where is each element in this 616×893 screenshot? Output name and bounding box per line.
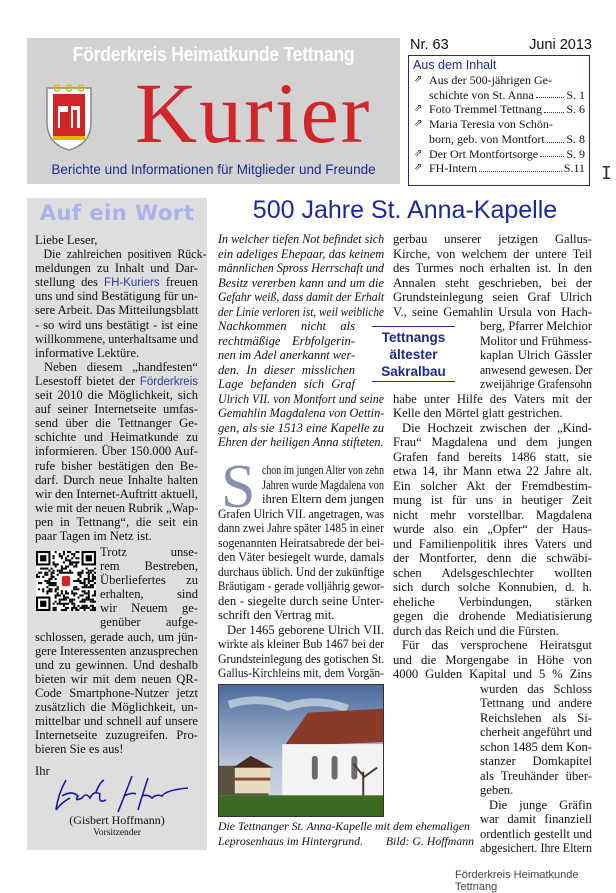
text-line: und die Morgengabe in Höhe von bbox=[393, 652, 592, 667]
text-line: wir Neuem ge- bbox=[100, 601, 198, 616]
text-line: ordentlich gestellt und bbox=[480, 826, 592, 841]
issue-date: Juni 2013 bbox=[529, 37, 592, 53]
toc-item[interactable] bbox=[413, 73, 585, 102]
text-line: stellung des FH-Kuriers freuen bbox=[35, 275, 198, 290]
chapel-photo bbox=[218, 684, 384, 817]
text-line: Ulrich VII. von Montfort und seine bbox=[218, 391, 384, 406]
text-line: und Familienpolitik ihres Vaters und bbox=[393, 536, 592, 551]
text-line: zweijährige Grafensohn bbox=[480, 377, 592, 391]
text-line: wurde also ein „Opfer“ der Haus- bbox=[393, 522, 592, 536]
text-line: wir den Internet-Auftritt aktuell, bbox=[35, 486, 198, 501]
text-line: informieren. Über 150.000 Auf- bbox=[35, 444, 198, 459]
text-line: den Väter besiegelt wurde, damals bbox=[218, 550, 384, 564]
text-line: Nachkommen nicht als bbox=[218, 319, 355, 333]
text-line: rem Bestreben, bbox=[100, 559, 198, 574]
arrow-icon: ⇗ bbox=[414, 74, 423, 85]
text-line: informative Lektüre. bbox=[35, 345, 140, 360]
text-line: bieren Sie es aus! bbox=[35, 742, 124, 757]
text-line: wirkte als kleiner Bub 1467 bei der bbox=[218, 637, 384, 651]
text-line: chon im jungen Alter von zehn bbox=[262, 463, 384, 477]
article-intro bbox=[218, 232, 384, 319]
text-line: seit 2010 die Möglichkeit, sich bbox=[35, 388, 198, 403]
text-line: Code Smartphone-Nutzer jetzt bbox=[35, 685, 198, 700]
text-line: eheliche Verbindungen, stärken bbox=[393, 594, 592, 609]
text-line: Lage befanden sich Graf bbox=[218, 377, 355, 391]
text-line: stanzer Domkapitel bbox=[480, 754, 592, 768]
text-line: Grafen Ulrich VII. angetragen, was bbox=[218, 506, 385, 521]
text-line: der Montforter, denn die schwäbi- bbox=[393, 551, 592, 565]
text-line: uns und sind Bestätigung für un- bbox=[35, 289, 198, 304]
text-line: Neben diesem „handfesten“ bbox=[44, 359, 198, 374]
text-line: des Turmes noch erhalten ist. In den bbox=[393, 261, 592, 275]
text-line: mittelbar und schnell auf unsere bbox=[35, 714, 198, 729]
text-line: Kelle den Mörtel glatt gestrichen. bbox=[393, 406, 563, 420]
text-line: bieten wir mit dem neuen QR- bbox=[35, 671, 198, 686]
photo-credit: Bild: G. Hoffmann bbox=[385, 834, 474, 848]
text-line: Die junge Gräfin bbox=[489, 797, 592, 812]
toc-item-title: Foto Tremmel Tettnang bbox=[429, 102, 542, 117]
text-line: genüber aufge- bbox=[100, 615, 198, 630]
signer-name: (Gisbert Hoffmann) bbox=[69, 813, 165, 827]
drop-cap: S bbox=[221, 453, 256, 521]
text-line: Kirche, von welchem der untere Teil bbox=[393, 246, 592, 261]
text-cursor-icon: I bbox=[601, 163, 612, 184]
dot-leader bbox=[479, 161, 562, 172]
text-line: sogenannten Heiratsabrede der bei- bbox=[218, 535, 384, 550]
text-line: berg, Pfarrer Melchior bbox=[480, 319, 592, 333]
text-line: schichte und Heimatkunde zu bbox=[35, 430, 198, 445]
dot-leader bbox=[536, 88, 565, 99]
text-line: gegen die drohende Mediatisierung bbox=[393, 609, 592, 623]
text-line: cherheit angeführt und bbox=[480, 725, 592, 739]
text-line: gere Interessenten anzusprechen bbox=[35, 643, 198, 658]
text-line: durchaus üblich. Und der zukünftige bbox=[218, 564, 385, 579]
text-line: nen im Adel anerkannt wer- bbox=[218, 348, 356, 362]
text-line: 4000 Gulden Kapital und 5 % Zins bbox=[393, 667, 592, 681]
text-line: Trotz unse- bbox=[100, 545, 198, 559]
newsletter-title: Kurier bbox=[135, 65, 372, 161]
text-line: anwesend gewesen. Der bbox=[480, 362, 593, 377]
toc-item-page: S. 6 bbox=[566, 102, 585, 117]
text-line: den. In dieser misslichen bbox=[218, 362, 355, 377]
text-line: Jahren wurde Magdalena von bbox=[262, 477, 384, 492]
text-line: habe unter Hilfe des Vaters mit der bbox=[393, 391, 592, 406]
text-line: rufe bisher bestätigen den Be- bbox=[35, 458, 198, 473]
toc-item-title: Aus der 500-jährigen Ge- bbox=[429, 73, 552, 87]
text-line: wurden das Schloss bbox=[480, 681, 592, 696]
article-body-right bbox=[393, 232, 592, 319]
editorial-text bbox=[35, 233, 207, 543]
text-line: Bräutigam - gerade volljährig gewor- bbox=[218, 579, 384, 593]
text-line: meldungen zu Inhalt und Dar- bbox=[35, 261, 198, 276]
text-line: den - siegelte durch seine Unter- bbox=[218, 593, 384, 608]
text-line: paar Tagen im Netz ist. bbox=[35, 528, 152, 543]
caption-line bbox=[218, 834, 474, 849]
text-line: Internetseite zuzugreifen. Pro- bbox=[35, 728, 198, 743]
dot-leader bbox=[544, 102, 564, 113]
article-intro-end bbox=[218, 392, 384, 450]
toc-item-title: born, geb. von Montfort bbox=[429, 131, 545, 146]
highlighted-name: FH-Kuriers bbox=[104, 277, 160, 290]
photo-caption bbox=[218, 819, 474, 849]
toc-item-page: S. 8 bbox=[566, 131, 585, 146]
text-line: männlichen Spross Herrschaft und bbox=[218, 261, 384, 275]
text-line: zusätzlich die Möglichkeit, un- bbox=[35, 700, 198, 715]
dot-leader bbox=[540, 147, 564, 158]
text-line: dann zwei Jahre später 1485 in einer bbox=[218, 521, 384, 535]
text-line: Besitz vererben kann und um die bbox=[218, 275, 384, 290]
arrow-icon: ⇗ bbox=[414, 147, 423, 159]
toc-item[interactable] bbox=[413, 161, 585, 176]
qr-code[interactable] bbox=[36, 550, 96, 612]
pull-quote bbox=[372, 326, 455, 382]
pull-quote-line: Tettnangs bbox=[381, 330, 446, 345]
toc-title: Aus dem Inhalt bbox=[413, 58, 497, 72]
caption-text: Leprosenhaus im Hintergrund. bbox=[218, 834, 363, 848]
article-body bbox=[218, 507, 384, 681]
text-line: sich durch solche Konnubien, d. h. bbox=[393, 580, 592, 594]
text-line: kaplan Ulrich Gässler bbox=[480, 348, 592, 362]
text-line: geben. bbox=[480, 783, 514, 797]
text-line: Ehren der heiligen Anna stifteten. bbox=[218, 435, 384, 449]
text-line: In welcher tiefen Not befindet sich bbox=[218, 232, 385, 246]
text-line: gerbau unserer jetzigen Gallus- bbox=[393, 232, 592, 246]
text-line: nicht mehr vorstellbar. Magdalena bbox=[393, 507, 592, 522]
toc-list bbox=[413, 73, 585, 176]
editorial-text-beside-qr bbox=[100, 545, 198, 630]
text-line: rechtmäßige Erbfolgerin- bbox=[218, 333, 355, 348]
page-footer: Förderkreis Heimatkunde Tettnang bbox=[455, 869, 579, 893]
text-line: Gemahlin Magdalena von Oettin- bbox=[218, 406, 385, 420]
text-line: war damit finanziell bbox=[480, 812, 592, 826]
toc-item-page: S.11 bbox=[563, 161, 585, 176]
text-line: gen, als sie 1513 eine Kapelle zu bbox=[218, 420, 384, 435]
text-line: willkommene, unterhaltsame und bbox=[35, 331, 199, 346]
editorial-text-continued bbox=[35, 630, 198, 757]
text-line: durch das Reich und die Fürsten. bbox=[393, 623, 559, 638]
text-line: etwa 14, ihr Mann etwa 22 Jahre alt. bbox=[393, 464, 592, 478]
text-line: Liebe Leser, bbox=[35, 233, 98, 247]
signer-role: Vorsitzender bbox=[93, 828, 141, 838]
toc-item-title: Maria Teresia von Schön- bbox=[429, 117, 553, 132]
table-of-contents bbox=[408, 55, 590, 186]
text-line: schrift den Vertrag mit. bbox=[218, 608, 335, 622]
toc-item[interactable] bbox=[413, 117, 585, 146]
article-body-right bbox=[393, 392, 592, 682]
text-line: als Treuhänder über- bbox=[480, 768, 592, 783]
caption-line: Die Tettnanger St. Anna-Kapelle mit dem ehemaligen bbox=[218, 819, 470, 833]
text-line: Ein solcher Akt der Fremdbestim- bbox=[393, 478, 592, 493]
arrow-icon: ⇗ bbox=[414, 118, 423, 130]
text-line: und zu gewinnen. Und deshalb bbox=[35, 657, 198, 672]
text-line: Tettnang und andere bbox=[480, 696, 592, 710]
text-line: schen Adelsgeschlechter wollten bbox=[393, 565, 592, 580]
issue-info bbox=[410, 37, 592, 53]
toc-item-page: S. 1 bbox=[566, 87, 585, 102]
toc-item-title: Der Ort Montfortsorge bbox=[429, 146, 539, 161]
text-line: ein adeliges Ehepaar, das keinem bbox=[218, 246, 385, 261]
fh-crest-logo bbox=[45, 82, 93, 152]
text-line: - so wird uns bestätigt - ist eine bbox=[35, 317, 198, 332]
article-body-right-narrow bbox=[480, 682, 592, 856]
text-line: darf. Durch neue Inhalte halten bbox=[35, 472, 198, 487]
org-name: Förderkreis Heimatkunde Tettnang bbox=[72, 44, 355, 66]
text-line: Gallus-Kirchleins mit, dem Vorgän- bbox=[218, 666, 384, 680]
newsletter-subtitle: Berichte und Informationen für Mitglieder und Freunde bbox=[51, 162, 376, 177]
toc-item[interactable] bbox=[413, 102, 585, 117]
signature-image bbox=[52, 772, 192, 816]
text-line: Lesestoff bietet der Förderkreis bbox=[35, 373, 198, 388]
text-line: Die Hochzeit zwischen der „Kind- bbox=[402, 420, 592, 435]
text-line: Der 1465 geborene Ulrich VII. bbox=[227, 622, 384, 637]
article-intro-narrow bbox=[218, 319, 355, 392]
text-line: auf seiner Internetseite umfas- bbox=[35, 402, 198, 417]
text-line: ihren Eltern dem jungen bbox=[262, 492, 385, 506]
text-line: Für das versprochene Heiratsgut bbox=[402, 638, 592, 652]
editorial-closing: Ihr bbox=[35, 764, 50, 778]
text-line: Grundsteinlegung des gotischen St. bbox=[218, 651, 385, 666]
text-line: Frau“ Magdalena und dem jungen bbox=[393, 435, 592, 449]
pull-quote-line: Sakralbau bbox=[381, 364, 446, 379]
text-line: V., seine Gemahlin Ursula von Hach- bbox=[393, 304, 592, 319]
toc-item-page: S. 9 bbox=[566, 146, 585, 161]
text-line: Annalen steht geschrieben, bei der bbox=[393, 275, 592, 290]
text-line: sere Arbeit. Das Mitteilungsblatt bbox=[35, 303, 199, 318]
article-body bbox=[262, 463, 384, 507]
text-line: Überliefertes zu bbox=[100, 573, 198, 588]
text-line: Gefahr weiß, dass damit der Erhalt bbox=[218, 290, 385, 304]
toc-item[interactable] bbox=[413, 147, 585, 162]
toc-item-title: FH-Intern bbox=[429, 161, 477, 176]
text-line: wie mit der neuen Rubrik „Wap- bbox=[35, 500, 199, 515]
text-line: Grundsteinlegung seien Graf Ulrich bbox=[393, 290, 592, 304]
text-line: schon 1485 dem Kon- bbox=[480, 739, 592, 754]
text-line: erhalten, sind bbox=[100, 587, 198, 602]
text-line: mung ist für uns in heutiger Zeit bbox=[393, 493, 592, 507]
dot-leader bbox=[547, 132, 565, 143]
text-line: schlossen, gerade auch, um jün- bbox=[35, 629, 198, 644]
toc-item-title: schichte von St. Anna bbox=[429, 87, 534, 102]
text-line: pen in Tettnang“, die seit ein bbox=[35, 514, 198, 529]
text-line: der Linie verloren ist, weil weibliche bbox=[218, 304, 384, 319]
text-line: Grafen fand bereits 1486 statt, sie bbox=[393, 449, 592, 464]
text-line: Die zahlreichen positiven Rück- bbox=[43, 247, 207, 262]
arrow-icon: ⇗ bbox=[414, 162, 423, 174]
text-line: Reichslehen als Si- bbox=[480, 710, 592, 725]
text-line: send über die Tettnanger Ge- bbox=[35, 416, 198, 431]
highlighted-name: Förderkreis bbox=[139, 375, 198, 388]
text-line: abgesichert. Ihre Eltern bbox=[480, 841, 592, 855]
arrow-icon: ⇗ bbox=[414, 103, 423, 115]
article-body-right-narrow bbox=[480, 319, 592, 392]
editorial-title: Auf ein Wort bbox=[39, 201, 195, 225]
masthead bbox=[27, 38, 400, 184]
issue-number: Nr. 63 bbox=[410, 37, 449, 53]
pull-quote-line: ältester bbox=[389, 347, 438, 362]
text-line: Molitor und Frühmess- bbox=[480, 333, 592, 348]
article-title: 500 Jahre St. Anna-Kapelle bbox=[252, 196, 558, 224]
